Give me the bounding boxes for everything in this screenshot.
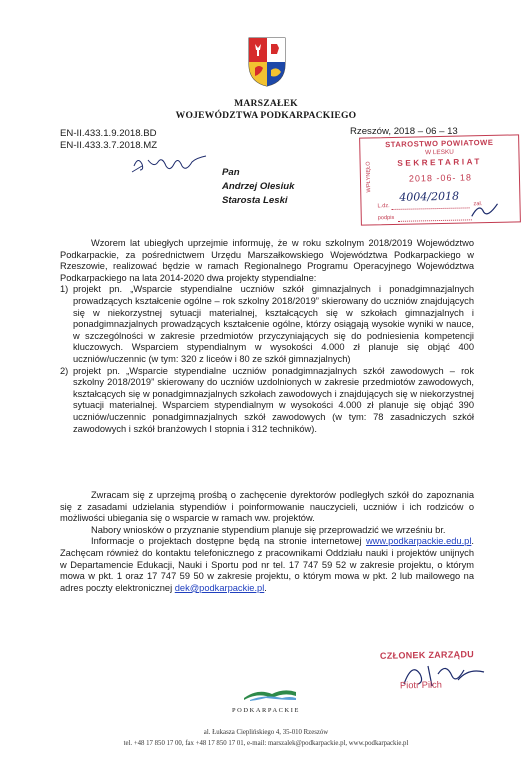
reference-number: EN-II.433.3.7.2018.MZ	[60, 140, 158, 151]
list-item	[60, 366, 474, 436]
footer-brand: PODKARPACKIE	[232, 707, 300, 714]
letter-body	[60, 238, 474, 435]
stamp-ldz-value: 4004/2018	[399, 189, 460, 204]
stamp-signature-label: podpis	[377, 214, 395, 222]
handwritten-note-icon	[130, 152, 214, 174]
contact-text: Informacje o projektach dostępne będą na stronie internetowej	[91, 536, 362, 547]
issuer-title: MARSZAŁEK	[234, 98, 298, 109]
contact-text: . Zachęcam również do kontaktu telefonicznego z pracownikami Oddziału nauki i projektów unijnych w Departamencie Edukacji, Nauki i Sportu pod nr tel. 17 747 59 52 w zakresie projektu, o którym mowa w pkt. 1 oraz 17 747 59 50 w zakresie projektu, o którym mowa w pkt. 2 lub mailowego na adres poczty elektronicznej	[60, 536, 474, 593]
intro-paragraph: Wzorem lat ubiegłych uprzejmie informuję, że w roku szkolnym 2018/2019 Województwo Podkarpackie, za pośrednictwem Urzędu Marszałkowskiego Województwa Podkarpackiego w Rzeszowie, realizować będzie w ramach Regionalnego Programu Operacyjnego Województwa Podkarpackiego na lata 2014-2020 dwa projekty stypendialne:	[60, 238, 474, 283]
list-item-number: 1)	[60, 284, 69, 295]
email-link[interactable]: dek@podkarpackie.pl	[174, 582, 265, 593]
signature-role: CZŁONEK ZARZĄDU	[379, 649, 475, 661]
stamp-initials-icon	[469, 200, 499, 221]
addressee-salutation: Pan	[222, 167, 240, 178]
website-link[interactable]: www.podkarpackie.edu.pl	[365, 536, 472, 547]
stamp-received-date: 2018 -06- 18	[408, 172, 473, 184]
stamp-line	[398, 218, 472, 222]
recruitment-paragraph: Nabory wniosków o przyznanie stypendium planuje się przeprowadzić we wrześniu br.	[91, 524, 446, 535]
list-item-text: projekt pn. „Wsparcie stypendialne uczniów ponadgimnazjalnych szkół zawodowych – rok szkolny 2018/2019” skierowany do uczniów uzdolnionych w zakresie przedmiotów zawodowych, kształcących się w ponadgimnazjalnych szkołach zawodowych i znajdujących się w niekorzystnej sytuacji materialnej. Wsparciem stypendialnym w wysokości 4.000 zł planuje się objąć 390 uczniów/uczennic ponadgimnazjalnych szkół zawodowych (w tym: 78 zasadniczych szkół zawodowych i szkół branżowych I stopnia i 312 techników).	[73, 365, 474, 434]
addressee-title: Starosta Leski	[222, 195, 288, 206]
stamp-department: SEKRETARIAT	[397, 157, 482, 168]
received-stamp	[359, 134, 521, 225]
letter-date: Rzeszów, 2018 – 06 – 13	[350, 126, 458, 137]
list-item-number: 2)	[60, 365, 69, 376]
issuer-subtitle: WOJEWÓDZTWA PODKARPACKIEGO	[175, 110, 357, 121]
stamp-zal-label: zał.	[473, 201, 483, 208]
contact-paragraph	[60, 536, 474, 594]
signatory-name: Piotr Pilch	[399, 679, 442, 691]
request-paragraph: Zwracam się z uprzejmą prośbą o zachęcenie dyrektorów podległych szkół do zapoznania się z zasadami udzielania stypendiów i poinformowanie nauczycieli, uczniów i ich rodziców o możliwości ubiegania się o wsparcie w ramach ww. projektów.	[60, 490, 474, 524]
addressee-name: Andrzej Olesiuk	[222, 181, 295, 192]
contact-text: .	[264, 582, 267, 593]
footer-contact: tel. +48 17 850 17 00, fax +48 17 850 17 01, e-mail: marszalek@podkarpackie.pl, www.podkarpackie.pl	[123, 740, 409, 747]
coat-of-arms-icon	[247, 36, 287, 88]
list-item-text: projekt pn. „Wsparcie stypendialne uczniów szkół gimnazjalnych i ponadgimnazjalnych prowadzących kształcenie ogólne – rok szkolny 2018/2019” skierowany do uczniów znajdujących się w niekorzystnej sytuacji materialnej, kształcących się w szkołach gimnazjalnych i ponadgimnazjalnych prowadzących kształcenie ogólne, którzy osiągają wysokie wyniki w nauce, w szczególności w zakresie przedmiotów przyczyniających się do podniesienia kompetencji kluczowych. Wsparciem stypendialnym w wysokości 4.000 zł planuje się objąć 400 uczniów/uczennic (w tym: 320 z liceów i 80 ze szkół gimnazjalnych)	[73, 284, 474, 364]
stamp-office: STAROSTWO POWIATOWE	[385, 137, 494, 150]
letter-body	[60, 490, 474, 594]
stamp-line	[392, 206, 470, 210]
podkarpackie-logo-icon	[242, 684, 298, 702]
footer-address: al. Łukasza Cieplińskiego 4, 35-010 Rzeszów	[203, 729, 329, 736]
stamp-ldz-label: L.dz.	[377, 203, 390, 210]
stamp-received-label: WPŁYNĘŁO	[365, 161, 373, 193]
reference-number: EN-II.433.1.9.2018.BD	[60, 128, 157, 139]
list-item	[60, 284, 474, 365]
stamp-location: W LESKU	[424, 148, 454, 157]
